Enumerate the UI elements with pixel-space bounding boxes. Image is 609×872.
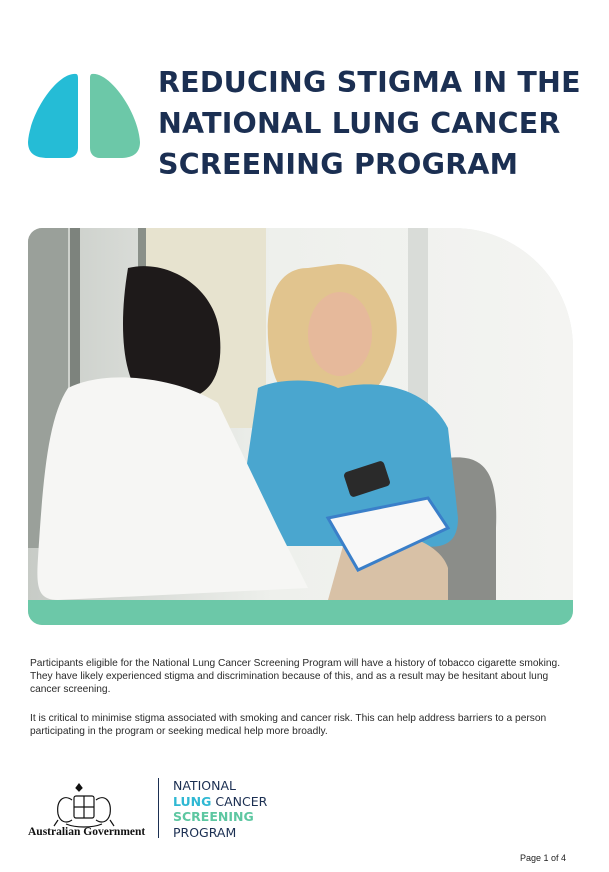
stigma-paragraph: It is critical to minimise stigma associated with smoking and cancer risk. This can help address barriers to a person participating in the program or seeking medical help more broadly. bbox=[30, 713, 547, 737]
program-lung: LUNG bbox=[173, 793, 212, 809]
gov-label: Australian Government bbox=[28, 826, 146, 838]
program-line-3: SCREENING bbox=[173, 809, 254, 824]
program-logo bbox=[173, 778, 267, 840]
hero-photo bbox=[28, 228, 573, 625]
program-cancer: CANCER bbox=[211, 793, 268, 809]
title-line-1: REDUCING STIGMA IN THE bbox=[158, 66, 581, 99]
lungs-logo-icon bbox=[28, 72, 140, 160]
page-number: Page 1 of 4 bbox=[520, 853, 567, 863]
program-line-4: PROGRAM bbox=[173, 824, 237, 840]
title-line-3: SCREENING PROGRAM bbox=[158, 148, 519, 181]
page-title bbox=[158, 62, 598, 185]
program-line-2 bbox=[173, 794, 267, 810]
intro-paragraph: Participants eligible for the National Lung Cancer Screening Program will have a history of tobacco cigarette smoking. They have likely experienced stigma and discrimination because of this, and as a result may be hesitant about lung cancer screening. bbox=[30, 658, 561, 695]
footer-divider bbox=[158, 778, 159, 838]
program-line-1: NATIONAL bbox=[173, 778, 236, 793]
title-line-2: NATIONAL LUNG CANCER bbox=[158, 107, 561, 140]
